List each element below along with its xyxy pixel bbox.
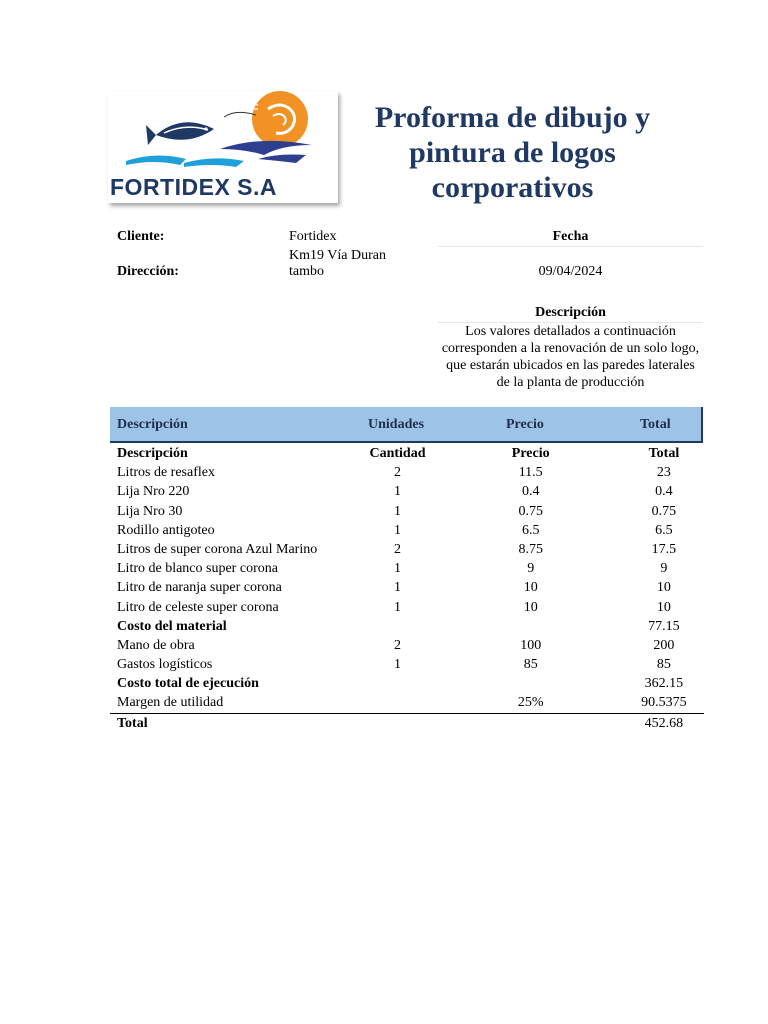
- header-total: Total: [640, 417, 671, 432]
- header-precio: Precio: [506, 417, 544, 432]
- subtotal-row: [110, 617, 704, 636]
- cell-description: Rodillo antigoteo: [117, 522, 215, 538]
- cell-description: Litro de celeste super corona: [117, 599, 279, 615]
- cell-price: 25%: [517, 695, 544, 711]
- cell-description: Total: [110, 713, 357, 733]
- cell-description: Litros de super corona Azul Marino: [117, 541, 318, 557]
- cell-quantity: 1: [393, 503, 401, 519]
- cell-total: 23: [656, 465, 671, 481]
- table-row: [110, 578, 704, 597]
- cell-quantity: 1: [393, 657, 401, 673]
- table-row: [110, 444, 704, 463]
- cell-description: Mano de obra: [117, 637, 195, 653]
- cell-quantity: 1: [393, 561, 401, 577]
- cell-price: 85: [523, 657, 538, 673]
- direccion-value-line1: Km19 Vía Duran: [289, 248, 386, 263]
- cell-price: 11.5: [518, 465, 543, 481]
- wave-icon: [126, 155, 186, 165]
- table-row: [110, 655, 704, 674]
- cell-description: Litro de blanco super corona: [117, 561, 278, 577]
- cell-price: [438, 617, 624, 636]
- table-row: [110, 636, 704, 655]
- fish-icon: [146, 122, 214, 145]
- cell-description: Lija Nro 30: [117, 503, 183, 519]
- company-logo: [108, 91, 338, 203]
- cell-description: Descripción: [117, 446, 188, 461]
- header-unidades: Unidades: [368, 417, 425, 432]
- table-header: [110, 407, 703, 443]
- cell-quantity: 2: [393, 637, 401, 653]
- cell-description: Lija Nro 220: [117, 484, 190, 500]
- cell-quantity: 2: [393, 465, 401, 481]
- cell-description: Costo total de ejecución: [117, 676, 259, 692]
- table-row: [110, 482, 704, 501]
- cell-quantity: Cantidad: [369, 446, 426, 461]
- cell-price: 10: [523, 599, 538, 615]
- fecha-label: Fecha: [438, 229, 703, 247]
- header-descripcion: Descripción: [117, 417, 188, 432]
- cell-price: 0.4: [521, 484, 540, 500]
- cell-total: 9: [660, 561, 668, 577]
- table-row: [110, 463, 704, 482]
- table-row: [110, 540, 704, 559]
- cell-quantity: [357, 617, 437, 636]
- cell-price: 100: [520, 637, 542, 653]
- cell-total: 362.15: [644, 676, 684, 692]
- page-title: Proforma de dibujo y pintura de logos corporativos: [374, 101, 651, 204]
- cell-total: 10: [656, 599, 671, 615]
- fecha-value: 09/04/2024: [538, 264, 603, 279]
- cell-quantity: [357, 713, 437, 733]
- cell-quantity: [357, 693, 437, 713]
- cell-price: 10: [523, 580, 538, 596]
- cell-price: 0.75: [518, 503, 543, 519]
- cell-description: Costo del material: [117, 618, 227, 634]
- table-row: [110, 521, 704, 540]
- items-table: [110, 444, 704, 733]
- table-row: [110, 502, 704, 521]
- cell-total: 85: [656, 657, 671, 673]
- cell-total: 200: [653, 637, 675, 653]
- table-row: [110, 559, 704, 578]
- cliente-value: Fortidex: [289, 229, 337, 244]
- cell-description: Litros de resaflex: [117, 465, 215, 481]
- cell-total: 0.75: [651, 503, 677, 519]
- cell-description: Gastos logísticos: [117, 657, 213, 673]
- subtotal-row: [110, 674, 704, 693]
- cell-total: 0.4: [655, 484, 673, 500]
- cell-quantity: [357, 674, 437, 693]
- cell-quantity: 2: [393, 541, 401, 557]
- cell-total: Total: [648, 446, 680, 461]
- direccion-label: Dirección:: [117, 264, 179, 279]
- cell-price: 9: [527, 561, 535, 577]
- cell-price: 8.75: [518, 541, 543, 557]
- cell-quantity: 1: [393, 522, 401, 538]
- cell-quantity: 1: [393, 599, 401, 615]
- cell-quantity: 1: [393, 484, 401, 500]
- cell-quantity: 1: [393, 580, 401, 596]
- logo-text: FORTIDEX S.A: [110, 174, 278, 200]
- cell-total: 10: [656, 580, 671, 596]
- cell-description: Margen de utilidad: [117, 695, 224, 711]
- logo-graphic: [108, 91, 338, 203]
- cell-total: 6.5: [655, 522, 673, 538]
- cell-total: 77.15: [648, 618, 680, 634]
- total-row: [110, 713, 704, 733]
- descripcion-label: Descripción: [438, 305, 703, 323]
- cell-total: 452.68: [624, 713, 704, 733]
- cell-price: 6.5: [521, 522, 540, 538]
- cell-price: [438, 713, 624, 733]
- table-row: [110, 598, 704, 617]
- descripcion-text: Los valores detallados a continuación corresponden a la renovación de un solo logo, que estarán ubicados en las paredes laterales de la planta de producción: [441, 324, 700, 390]
- cell-price: [438, 674, 624, 693]
- shrimp-icon: [252, 91, 308, 147]
- cell-total: 17.5: [651, 541, 677, 557]
- table-row: [110, 693, 704, 713]
- cell-description: Litro de naranja super corona: [117, 580, 282, 596]
- cell-total: 90.5375: [641, 695, 687, 711]
- direccion-value-line2: tambo: [289, 264, 324, 279]
- cliente-label: Cliente:: [117, 229, 165, 244]
- cell-price: Precio: [511, 446, 550, 461]
